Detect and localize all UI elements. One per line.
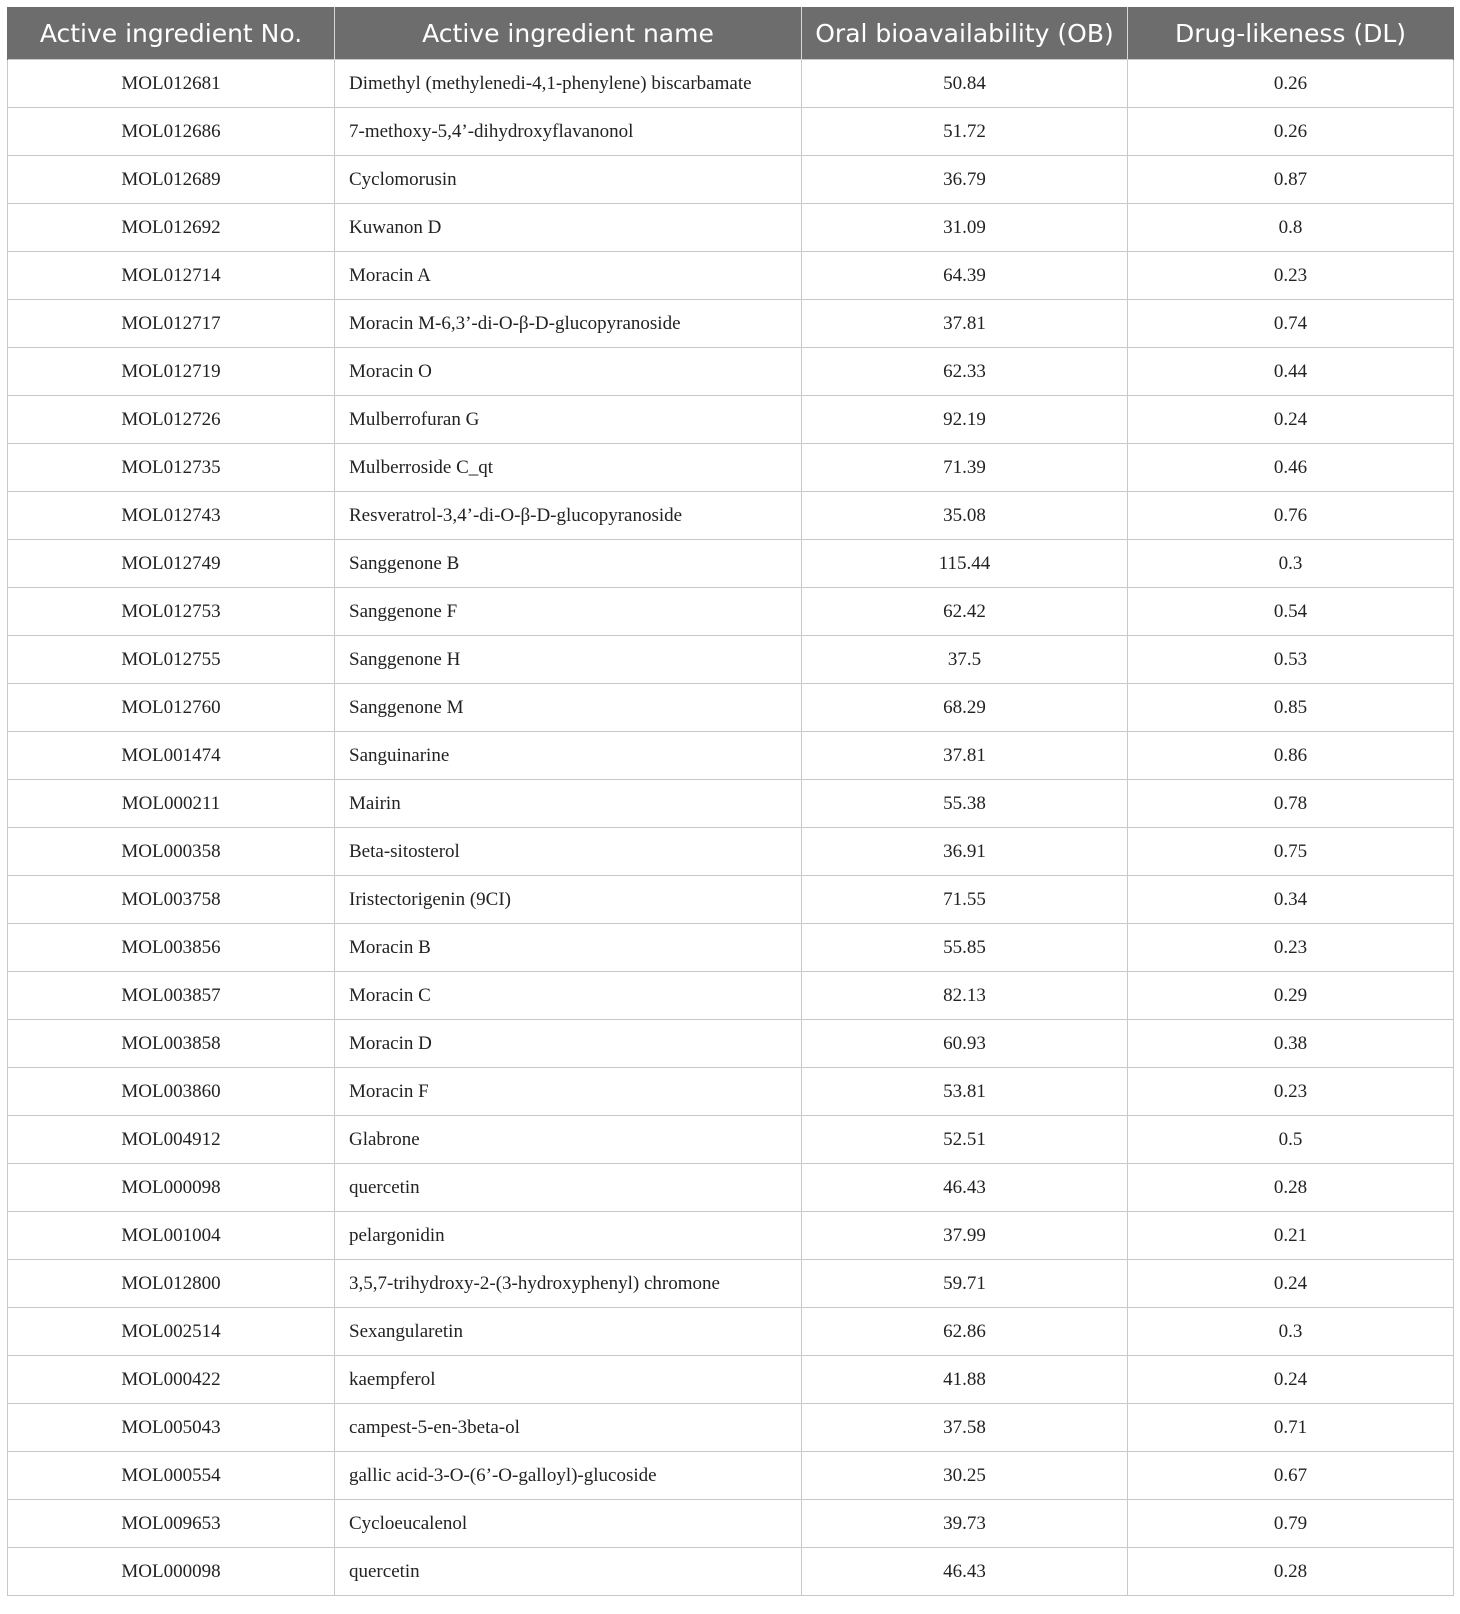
drug-likeness-cell: 0.79	[1128, 1500, 1454, 1548]
ingredient-name-cell: Sanggenone B	[335, 540, 802, 588]
table-row	[8, 156, 1454, 204]
ingredient-name-cell: Sanggenone F	[335, 588, 802, 636]
table-row	[8, 1500, 1454, 1548]
drug-likeness-cell: 0.26	[1128, 108, 1454, 156]
table-row	[8, 876, 1454, 924]
header-ingredient-no: Active ingredient No.	[8, 7, 335, 60]
drug-likeness-cell: 0.3	[1128, 1308, 1454, 1356]
drug-likeness-cell: 0.34	[1128, 876, 1454, 924]
ingredient-no-cell: MOL004912	[8, 1116, 335, 1164]
ingredient-no-cell: MOL001004	[8, 1212, 335, 1260]
table-row	[8, 1404, 1454, 1452]
oral-bioavailability-cell: 37.81	[802, 732, 1128, 780]
table-row	[8, 828, 1454, 876]
drug-likeness-cell: 0.24	[1128, 1260, 1454, 1308]
oral-bioavailability-cell: 115.44	[802, 540, 1128, 588]
ingredient-no-cell: MOL012800	[8, 1260, 335, 1308]
oral-bioavailability-cell: 52.51	[802, 1116, 1128, 1164]
table-row	[8, 348, 1454, 396]
ingredient-name-cell: Moracin B	[335, 924, 802, 972]
table-row	[8, 396, 1454, 444]
ingredient-no-cell: MOL012743	[8, 492, 335, 540]
oral-bioavailability-cell: 62.42	[802, 588, 1128, 636]
drug-likeness-cell: 0.74	[1128, 300, 1454, 348]
oral-bioavailability-cell: 51.72	[802, 108, 1128, 156]
table-row	[8, 1356, 1454, 1404]
oral-bioavailability-cell: 62.33	[802, 348, 1128, 396]
oral-bioavailability-cell: 53.81	[802, 1068, 1128, 1116]
table-row	[8, 1452, 1454, 1500]
ingredient-name-cell: Dimethyl (methylenedi-4,1-phenylene) biscarbamate	[335, 60, 802, 108]
table-row	[8, 924, 1454, 972]
ingredient-name-cell: quercetin	[335, 1548, 802, 1596]
table-row	[8, 1308, 1454, 1356]
ingredient-no-cell: MOL000098	[8, 1164, 335, 1212]
ingredient-name-cell: campest-5-en-3beta-ol	[335, 1404, 802, 1452]
oral-bioavailability-cell: 62.86	[802, 1308, 1128, 1356]
table-row	[8, 684, 1454, 732]
table-row	[8, 972, 1454, 1020]
ingredient-no-cell: MOL000098	[8, 1548, 335, 1596]
oral-bioavailability-cell: 35.08	[802, 492, 1128, 540]
ingredient-no-cell: MOL012726	[8, 396, 335, 444]
ingredient-no-cell: MOL003758	[8, 876, 335, 924]
ingredient-name-cell: 7-methoxy-5,4’-dihydroxyflavanonol	[335, 108, 802, 156]
ingredient-no-cell: MOL000422	[8, 1356, 335, 1404]
table-row	[8, 540, 1454, 588]
drug-likeness-cell: 0.29	[1128, 972, 1454, 1020]
drug-likeness-cell: 0.76	[1128, 492, 1454, 540]
oral-bioavailability-cell: 59.71	[802, 1260, 1128, 1308]
table-row	[8, 492, 1454, 540]
oral-bioavailability-cell: 50.84	[802, 60, 1128, 108]
oral-bioavailability-cell: 46.43	[802, 1548, 1128, 1596]
ingredient-no-cell: MOL005043	[8, 1404, 335, 1452]
drug-likeness-cell: 0.28	[1128, 1164, 1454, 1212]
header-ingredient-name: Active ingredient name	[335, 7, 802, 60]
drug-likeness-cell: 0.46	[1128, 444, 1454, 492]
table-row	[8, 1212, 1454, 1260]
ingredient-name-cell: Moracin F	[335, 1068, 802, 1116]
ingredient-name-cell: Mairin	[335, 780, 802, 828]
drug-likeness-cell: 0.87	[1128, 156, 1454, 204]
drug-likeness-cell: 0.86	[1128, 732, 1454, 780]
table-row	[8, 732, 1454, 780]
ingredient-name-cell: kaempferol	[335, 1356, 802, 1404]
ingredient-name-cell: quercetin	[335, 1164, 802, 1212]
drug-likeness-cell: 0.24	[1128, 1356, 1454, 1404]
ingredient-no-cell: MOL012681	[8, 60, 335, 108]
drug-likeness-cell: 0.23	[1128, 252, 1454, 300]
ingredient-name-cell: Sanggenone M	[335, 684, 802, 732]
oral-bioavailability-cell: 82.13	[802, 972, 1128, 1020]
oral-bioavailability-cell: 36.91	[802, 828, 1128, 876]
ingredient-name-cell: Sanguinarine	[335, 732, 802, 780]
drug-likeness-cell: 0.8	[1128, 204, 1454, 252]
drug-likeness-cell: 0.38	[1128, 1020, 1454, 1068]
header-row	[8, 7, 1454, 60]
drug-likeness-cell: 0.26	[1128, 60, 1454, 108]
drug-likeness-cell: 0.71	[1128, 1404, 1454, 1452]
ingredient-name-cell: Kuwanon D	[335, 204, 802, 252]
drug-likeness-cell: 0.28	[1128, 1548, 1454, 1596]
oral-bioavailability-cell: 68.29	[802, 684, 1128, 732]
drug-likeness-cell: 0.23	[1128, 1068, 1454, 1116]
ingredient-no-cell: MOL012753	[8, 588, 335, 636]
ingredient-no-cell: MOL012689	[8, 156, 335, 204]
ingredient-no-cell: MOL000358	[8, 828, 335, 876]
oral-bioavailability-cell: 30.25	[802, 1452, 1128, 1500]
ingredient-name-cell: Glabrone	[335, 1116, 802, 1164]
ingredient-name-cell: Beta-sitosterol	[335, 828, 802, 876]
ingredient-no-cell: MOL009653	[8, 1500, 335, 1548]
table-row	[8, 1164, 1454, 1212]
ingredient-name-cell: Mulberrofuran G	[335, 396, 802, 444]
drug-likeness-cell: 0.23	[1128, 924, 1454, 972]
drug-likeness-cell: 0.75	[1128, 828, 1454, 876]
ingredient-name-cell: Moracin O	[335, 348, 802, 396]
oral-bioavailability-cell: 46.43	[802, 1164, 1128, 1212]
oral-bioavailability-cell: 55.38	[802, 780, 1128, 828]
ingredient-no-cell: MOL012717	[8, 300, 335, 348]
ingredient-no-cell: MOL000211	[8, 780, 335, 828]
drug-likeness-cell: 0.53	[1128, 636, 1454, 684]
table-header	[8, 7, 1454, 60]
oral-bioavailability-cell: 71.55	[802, 876, 1128, 924]
table-row	[8, 636, 1454, 684]
ingredient-no-cell: MOL012760	[8, 684, 335, 732]
oral-bioavailability-cell: 60.93	[802, 1020, 1128, 1068]
oral-bioavailability-cell: 71.39	[802, 444, 1128, 492]
oral-bioavailability-cell: 31.09	[802, 204, 1128, 252]
ingredient-no-cell: MOL003860	[8, 1068, 335, 1116]
drug-likeness-cell: 0.54	[1128, 588, 1454, 636]
drug-likeness-cell: 0.44	[1128, 348, 1454, 396]
ingredient-name-cell: Resveratrol-3,4’-di-O-β-D-glucopyranoside	[335, 492, 802, 540]
drug-likeness-cell: 0.21	[1128, 1212, 1454, 1260]
table-row	[8, 60, 1454, 108]
oral-bioavailability-cell: 41.88	[802, 1356, 1128, 1404]
drug-likeness-cell: 0.78	[1128, 780, 1454, 828]
table-row	[8, 1548, 1454, 1596]
table-row	[8, 300, 1454, 348]
table-row	[8, 444, 1454, 492]
oral-bioavailability-cell: 36.79	[802, 156, 1128, 204]
ingredient-table-container	[7, 7, 1453, 1596]
table-row	[8, 108, 1454, 156]
oral-bioavailability-cell: 64.39	[802, 252, 1128, 300]
ingredient-name-cell: pelargonidin	[335, 1212, 802, 1260]
ingredient-name-cell: Sexangularetin	[335, 1308, 802, 1356]
table-row	[8, 588, 1454, 636]
table-row	[8, 1020, 1454, 1068]
drug-likeness-cell: 0.85	[1128, 684, 1454, 732]
header-drug-likeness: Drug-likeness (DL)	[1128, 7, 1454, 60]
ingredient-name-cell: Mulberroside C_qt	[335, 444, 802, 492]
ingredient-no-cell: MOL012735	[8, 444, 335, 492]
ingredient-no-cell: MOL012692	[8, 204, 335, 252]
ingredient-name-cell: gallic acid-3-O-(6’-O-galloyl)-glucoside	[335, 1452, 802, 1500]
ingredient-no-cell: MOL002514	[8, 1308, 335, 1356]
table-body	[8, 60, 1454, 1596]
ingredient-no-cell: MOL012686	[8, 108, 335, 156]
table-row	[8, 1068, 1454, 1116]
ingredient-name-cell: Moracin C	[335, 972, 802, 1020]
oral-bioavailability-cell: 55.85	[802, 924, 1128, 972]
oral-bioavailability-cell: 39.73	[802, 1500, 1128, 1548]
oral-bioavailability-cell: 37.58	[802, 1404, 1128, 1452]
ingredient-no-cell: MOL012755	[8, 636, 335, 684]
ingredient-name-cell: 3,5,7-trihydroxy-2-(3-hydroxyphenyl) chromone	[335, 1260, 802, 1308]
ingredient-name-cell: Sanggenone H	[335, 636, 802, 684]
drug-likeness-cell: 0.3	[1128, 540, 1454, 588]
header-oral-bioavailability: Oral bioavailability (OB)	[802, 7, 1128, 60]
ingredient-no-cell: MOL003857	[8, 972, 335, 1020]
ingredient-no-cell: MOL012749	[8, 540, 335, 588]
table-row	[8, 1116, 1454, 1164]
drug-likeness-cell: 0.67	[1128, 1452, 1454, 1500]
ingredient-name-cell: Moracin D	[335, 1020, 802, 1068]
drug-likeness-cell: 0.24	[1128, 396, 1454, 444]
table-row	[8, 204, 1454, 252]
ingredient-name-cell: Moracin A	[335, 252, 802, 300]
ingredient-no-cell: MOL001474	[8, 732, 335, 780]
ingredient-name-cell: Cycloeucalenol	[335, 1500, 802, 1548]
oral-bioavailability-cell: 37.5	[802, 636, 1128, 684]
drug-likeness-cell: 0.5	[1128, 1116, 1454, 1164]
ingredient-name-cell: Moracin M-6,3’-di-O-β-D-glucopyranoside	[335, 300, 802, 348]
ingredient-no-cell: MOL003858	[8, 1020, 335, 1068]
ingredient-no-cell: MOL012719	[8, 348, 335, 396]
oral-bioavailability-cell: 37.81	[802, 300, 1128, 348]
ingredient-no-cell: MOL003856	[8, 924, 335, 972]
active-ingredient-table	[7, 7, 1454, 1596]
ingredient-no-cell: MOL012714	[8, 252, 335, 300]
table-row	[8, 252, 1454, 300]
ingredient-no-cell: MOL000554	[8, 1452, 335, 1500]
ingredient-name-cell: Iristectorigenin (9CI)	[335, 876, 802, 924]
table-row	[8, 1260, 1454, 1308]
oral-bioavailability-cell: 92.19	[802, 396, 1128, 444]
oral-bioavailability-cell: 37.99	[802, 1212, 1128, 1260]
table-row	[8, 780, 1454, 828]
ingredient-name-cell: Cyclomorusin	[335, 156, 802, 204]
